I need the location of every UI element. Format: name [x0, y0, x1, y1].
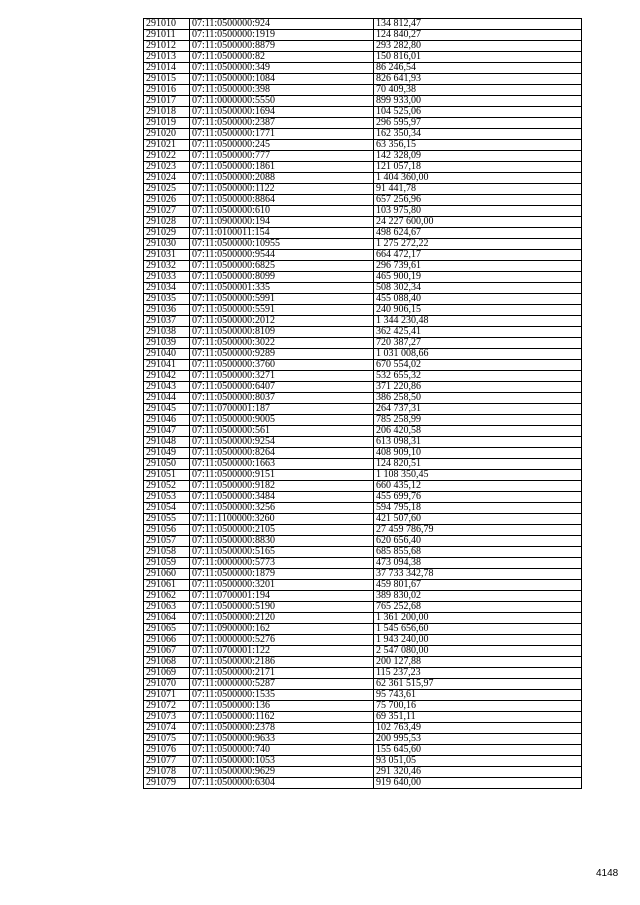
cadastral-value-cell: 765 252,68: [374, 602, 582, 613]
cadastral-number-cell: 07:11:0500000:3201: [190, 580, 374, 591]
row-number-cell: 291019: [144, 118, 190, 129]
cadastral-number-cell: 07:11:0500000:1771: [190, 129, 374, 140]
table-row: [144, 250, 582, 261]
cadastral-number-cell: 07:11:0500000:2088: [190, 173, 374, 184]
cadastral-number-cell: 07:11:0500000:349: [190, 63, 374, 74]
cadastral-value-cell: 455 699,76: [374, 492, 582, 503]
cadastral-value-cell: 613 098,31: [374, 437, 582, 448]
cadastral-number-cell: 07:11:0500000:1919: [190, 30, 374, 41]
cadastral-number-cell: 07:11:0000000:5287: [190, 679, 374, 690]
table-row: [144, 217, 582, 228]
row-number-cell: 291065: [144, 624, 190, 635]
table-row: [144, 569, 582, 580]
cadastral-value-cell: 421 507,60: [374, 514, 582, 525]
cadastral-value-cell: 465 900,19: [374, 272, 582, 283]
cadastral-value-cell: 63 356,15: [374, 140, 582, 151]
cadastral-value-cell: 826 641,93: [374, 74, 582, 85]
cadastral-value-cell: 1 943 240,00: [374, 635, 582, 646]
cadastral-number-cell: 07:11:0500000:398: [190, 85, 374, 96]
cadastral-value-cell: 264 737,31: [374, 404, 582, 415]
table-row: [144, 228, 582, 239]
cadastral-value-cell: 670 554,02: [374, 360, 582, 371]
table-row: [144, 294, 582, 305]
table-body: [144, 19, 582, 789]
table-row: [144, 646, 582, 657]
table-row: [144, 701, 582, 712]
cadastral-number-cell: 07:11:0500001:335: [190, 283, 374, 294]
cadastral-number-cell: 07:11:0500000:610: [190, 206, 374, 217]
cadastral-value-cell: 206 420,58: [374, 426, 582, 437]
cadastral-number-cell: 07:11:0500000:9182: [190, 481, 374, 492]
table-row: [144, 635, 582, 646]
row-number-cell: 291078: [144, 767, 190, 778]
cadastral-number-cell: 07:11:0700001:194: [190, 591, 374, 602]
cadastral-value-cell: 69 351,11: [374, 712, 582, 723]
cadastral-value-cell: 660 435,12: [374, 481, 582, 492]
row-number-cell: 291046: [144, 415, 190, 426]
cadastral-number-cell: 07:11:1100000:3260: [190, 514, 374, 525]
cadastral-value-cell: 296 595,97: [374, 118, 582, 129]
row-number-cell: 291074: [144, 723, 190, 734]
cadastral-value-cell: 200 995,53: [374, 734, 582, 745]
row-number-cell: 291061: [144, 580, 190, 591]
cadastral-value-cell: 532 655,32: [374, 371, 582, 382]
row-number-cell: 291044: [144, 393, 190, 404]
cadastral-value-cell: 104 525,06: [374, 107, 582, 118]
row-number-cell: 291039: [144, 338, 190, 349]
row-number-cell: 291025: [144, 184, 190, 195]
table-row: [144, 184, 582, 195]
table-row: [144, 580, 582, 591]
row-number-cell: 291055: [144, 514, 190, 525]
row-number-cell: 291037: [144, 316, 190, 327]
row-number-cell: 291036: [144, 305, 190, 316]
cadastral-number-cell: 07:11:0500000:2387: [190, 118, 374, 129]
table-row: [144, 437, 582, 448]
table-row: [144, 85, 582, 96]
cadastral-value-cell: 150 816,01: [374, 52, 582, 63]
cadastral-number-cell: 07:11:0500000:8099: [190, 272, 374, 283]
cadastral-value-cell: 785 258,99: [374, 415, 582, 426]
table-row: [144, 602, 582, 613]
cadastral-value-cell: 2 547 080,00: [374, 646, 582, 657]
cadastral-number-cell: 07:11:0500000:2120: [190, 613, 374, 624]
cadastral-number-cell: 07:11:0700001:122: [190, 646, 374, 657]
cadastral-number-cell: 07:11:0700001:187: [190, 404, 374, 415]
cadastral-number-cell: 07:11:0500000:6407: [190, 382, 374, 393]
table-row: [144, 30, 582, 41]
cadastral-number-cell: 07:11:0500000:136: [190, 701, 374, 712]
cadastral-number-cell: 07:11:0900000:162: [190, 624, 374, 635]
cadastral-value-cell: 121 057,18: [374, 162, 582, 173]
cadastral-number-cell: 07:11:0500000:9629: [190, 767, 374, 778]
row-number-cell: 291050: [144, 459, 190, 470]
row-number-cell: 291072: [144, 701, 190, 712]
cadastral-number-cell: 07:11:0500000:1861: [190, 162, 374, 173]
cadastral-value-cell: 1 404 360,00: [374, 173, 582, 184]
cadastral-number-cell: 07:11:0500000:2378: [190, 723, 374, 734]
cadastral-value-cell: 70 409,38: [374, 85, 582, 96]
cadastral-value-cell: 362 425,41: [374, 327, 582, 338]
row-number-cell: 291069: [144, 668, 190, 679]
cadastral-value-cell: 371 220,86: [374, 382, 582, 393]
table-row: [144, 96, 582, 107]
row-number-cell: 291052: [144, 481, 190, 492]
cadastral-value-cell: 408 909,10: [374, 448, 582, 459]
page-number: 4148: [596, 868, 619, 879]
cadastral-value-cell: 508 302,34: [374, 283, 582, 294]
cadastral-number-cell: 07:11:0500000:2012: [190, 316, 374, 327]
cadastral-number-cell: 07:11:0500000:3022: [190, 338, 374, 349]
table-row: [144, 382, 582, 393]
cadastral-value-cell: 124 820,51: [374, 459, 582, 470]
row-number-cell: 291073: [144, 712, 190, 723]
cadastral-number-cell: 07:11:0500000:1084: [190, 74, 374, 85]
row-number-cell: 291024: [144, 173, 190, 184]
cadastral-number-cell: 07:11:0500000:1694: [190, 107, 374, 118]
row-number-cell: 291033: [144, 272, 190, 283]
table-row: [144, 206, 582, 217]
row-number-cell: 291020: [144, 129, 190, 140]
cadastral-value-cell: 103 975,80: [374, 206, 582, 217]
table-row: [144, 756, 582, 767]
cadastral-number-cell: 07:11:0900000:194: [190, 217, 374, 228]
cadastral-value-cell: 240 906,15: [374, 305, 582, 316]
table-row: [144, 514, 582, 525]
row-number-cell: 291056: [144, 525, 190, 536]
row-number-cell: 291067: [144, 646, 190, 657]
cadastral-number-cell: 07:11:0500000:3256: [190, 503, 374, 514]
row-number-cell: 291070: [144, 679, 190, 690]
cadastral-number-cell: 07:11:0500000:8864: [190, 195, 374, 206]
cadastral-number-cell: 07:11:0500000:8879: [190, 41, 374, 52]
cadastral-number-cell: 07:11:0500000:8264: [190, 448, 374, 459]
cadastral-value-cell: 459 801,67: [374, 580, 582, 591]
cadastral-value-cell: 115 237,23: [374, 668, 582, 679]
cadastral-number-cell: 07:11:0500000:2171: [190, 668, 374, 679]
cadastral-number-cell: 07:11:0500000:1053: [190, 756, 374, 767]
row-number-cell: 291034: [144, 283, 190, 294]
cadastral-number-cell: 07:11:0500000:82: [190, 52, 374, 63]
row-number-cell: 291040: [144, 349, 190, 360]
row-number-cell: 291026: [144, 195, 190, 206]
cadastral-number-cell: 07:11:0500000:9151: [190, 470, 374, 481]
row-number-cell: 291051: [144, 470, 190, 481]
cadastral-number-cell: 07:11:0500000:9254: [190, 437, 374, 448]
row-number-cell: 291032: [144, 261, 190, 272]
table-row: [144, 173, 582, 184]
row-number-cell: 291058: [144, 547, 190, 558]
cadastral-value-cell: 155 645,60: [374, 745, 582, 756]
row-number-cell: 291023: [144, 162, 190, 173]
row-number-cell: 291035: [144, 294, 190, 305]
cadastral-value-cell: 134 812,47: [374, 19, 582, 30]
row-number-cell: 291063: [144, 602, 190, 613]
row-number-cell: 291022: [144, 151, 190, 162]
row-number-cell: 291013: [144, 52, 190, 63]
table-row: [144, 338, 582, 349]
cadastral-value-cell: 86 246,54: [374, 63, 582, 74]
row-number-cell: 291071: [144, 690, 190, 701]
table-row: [144, 679, 582, 690]
table-row: [144, 404, 582, 415]
row-number-cell: 291010: [144, 19, 190, 30]
table-row: [144, 63, 582, 74]
cadastral-number-cell: 07:11:0500000:8109: [190, 327, 374, 338]
cadastral-number-cell: 07:11:0500000:2186: [190, 657, 374, 668]
cadastral-value-cell: 664 472,17: [374, 250, 582, 261]
cadastral-value-cell: 473 094,38: [374, 558, 582, 569]
cadastral-number-cell: 07:11:0500000:561: [190, 426, 374, 437]
row-number-cell: 291031: [144, 250, 190, 261]
cadastral-number-cell: 07:11:0500000:5165: [190, 547, 374, 558]
cadastral-value-cell: 657 256,96: [374, 195, 582, 206]
cadastral-number-cell: 07:11:0100011:154: [190, 228, 374, 239]
cadastral-number-cell: 07:11:0500000:924: [190, 19, 374, 30]
table-row: [144, 426, 582, 437]
table-row: [144, 778, 582, 789]
cadastral-number-cell: 07:11:0500000:1535: [190, 690, 374, 701]
row-number-cell: 291027: [144, 206, 190, 217]
cadastral-value-cell: 1 108 350,45: [374, 470, 582, 481]
row-number-cell: 291029: [144, 228, 190, 239]
row-number-cell: 291030: [144, 239, 190, 250]
cadastral-value-cell: 498 624,67: [374, 228, 582, 239]
row-number-cell: 291076: [144, 745, 190, 756]
row-number-cell: 291053: [144, 492, 190, 503]
row-number-cell: 291064: [144, 613, 190, 624]
table-row: [144, 140, 582, 151]
row-number-cell: 291042: [144, 371, 190, 382]
table-row: [144, 371, 582, 382]
row-number-cell: 291045: [144, 404, 190, 415]
table-row: [144, 316, 582, 327]
cadastral-value-cell: 594 795,18: [374, 503, 582, 514]
cadastral-value-cell: 62 361 515,97: [374, 679, 582, 690]
table-row: [144, 668, 582, 679]
cadastral-value-cell: 95 743,61: [374, 690, 582, 701]
table-row: [144, 690, 582, 701]
cadastral-value-cell: 1 361 200,00: [374, 613, 582, 624]
row-number-cell: 291043: [144, 382, 190, 393]
table-row: [144, 283, 582, 294]
cadastral-number-cell: 07:11:0000000:5276: [190, 635, 374, 646]
cadastral-value-cell: 27 459 786,79: [374, 525, 582, 536]
table-row: [144, 19, 582, 30]
table-row: [144, 239, 582, 250]
row-number-cell: 291079: [144, 778, 190, 789]
table-row: [144, 360, 582, 371]
row-number-cell: 291041: [144, 360, 190, 371]
cadastral-value-cell: 142 328,09: [374, 151, 582, 162]
row-number-cell: 291047: [144, 426, 190, 437]
table-row: [144, 415, 582, 426]
row-number-cell: 291012: [144, 41, 190, 52]
table-row: [144, 591, 582, 602]
cadastral-value-cell: 37 733 342,78: [374, 569, 582, 580]
table-row: [144, 52, 582, 63]
row-number-cell: 291059: [144, 558, 190, 569]
table-row: [144, 767, 582, 778]
table-row: [144, 305, 582, 316]
cadastral-number-cell: 07:11:0500000:9005: [190, 415, 374, 426]
cadastral-number-cell: 07:11:0500000:3271: [190, 371, 374, 382]
cadastral-number-cell: 07:11:0500000:1879: [190, 569, 374, 580]
table-row: [144, 745, 582, 756]
row-number-cell: 291017: [144, 96, 190, 107]
table-row: [144, 459, 582, 470]
row-number-cell: 291018: [144, 107, 190, 118]
table-row: [144, 107, 582, 118]
table-row: [144, 492, 582, 503]
table-row: [144, 261, 582, 272]
cadastral-value-cell: 124 840,27: [374, 30, 582, 41]
row-number-cell: 291062: [144, 591, 190, 602]
cadastral-number-cell: 07:11:0500000:1663: [190, 459, 374, 470]
table-row: [144, 525, 582, 536]
cadastral-number-cell: 07:11:0500000:8037: [190, 393, 374, 404]
table-row: [144, 470, 582, 481]
cadastral-number-cell: 07:11:0500000:2105: [190, 525, 374, 536]
cadastral-number-cell: 07:11:0500000:8830: [190, 536, 374, 547]
cadastral-value-cell: 91 441,78: [374, 184, 582, 195]
table-row: [144, 624, 582, 635]
table-row: [144, 547, 582, 558]
table-row: [144, 712, 582, 723]
cadastral-value-cell: 685 855,68: [374, 547, 582, 558]
cadastral-number-cell: 07:11:0500000:1122: [190, 184, 374, 195]
cadastral-value-cell: 389 830,02: [374, 591, 582, 602]
row-number-cell: 291066: [144, 635, 190, 646]
cadastral-number-cell: 07:11:0500000:777: [190, 151, 374, 162]
table-row: [144, 723, 582, 734]
table-row: [144, 129, 582, 140]
cadastral-value-cell: 93 051,05: [374, 756, 582, 767]
table-row: [144, 151, 582, 162]
row-number-cell: 291077: [144, 756, 190, 767]
row-number-cell: 291038: [144, 327, 190, 338]
cadastral-number-cell: 07:11:0500000:9289: [190, 349, 374, 360]
cadastral-value-cell: 899 933,00: [374, 96, 582, 107]
cadastral-number-cell: 07:11:0500000:5190: [190, 602, 374, 613]
cadastral-number-cell: 07:11:0500000:5991: [190, 294, 374, 305]
cadastral-value-cell: 24 227 600,00: [374, 217, 582, 228]
cadastral-value-cell: 620 656,40: [374, 536, 582, 547]
table-row: [144, 272, 582, 283]
row-number-cell: 291075: [144, 734, 190, 745]
cadastral-value-cell: 291 320,46: [374, 767, 582, 778]
table-row: [144, 162, 582, 173]
cadastral-value-table: [143, 18, 582, 789]
cadastral-number-cell: 07:11:0500000:6304: [190, 778, 374, 789]
table-row: [144, 613, 582, 624]
table-row: [144, 74, 582, 85]
cadastral-value-cell: 162 350,34: [374, 129, 582, 140]
table-row: [144, 481, 582, 492]
cadastral-value-cell: 102 763,49: [374, 723, 582, 734]
table-row: [144, 503, 582, 514]
cadastral-value-cell: 296 739,61: [374, 261, 582, 272]
cadastral-value-cell: 200 127,88: [374, 657, 582, 668]
row-number-cell: 291068: [144, 657, 190, 668]
cadastral-number-cell: 07:11:0500000:10955: [190, 239, 374, 250]
cadastral-value-cell: 1 275 272,22: [374, 239, 582, 250]
table-row: [144, 41, 582, 52]
cadastral-number-cell: 07:11:0500000:9544: [190, 250, 374, 261]
cadastral-number-cell: 07:11:0000000:5773: [190, 558, 374, 569]
row-number-cell: 291060: [144, 569, 190, 580]
cadastral-value-cell: 455 088,40: [374, 294, 582, 305]
cadastral-value-cell: 1 344 230,48: [374, 316, 582, 327]
row-number-cell: 291057: [144, 536, 190, 547]
row-number-cell: 291048: [144, 437, 190, 448]
cadastral-number-cell: 07:11:0000000:5550: [190, 96, 374, 107]
cadastral-number-cell: 07:11:0500000:5591: [190, 305, 374, 316]
row-number-cell: 291011: [144, 30, 190, 41]
row-number-cell: 291021: [144, 140, 190, 151]
cadastral-value-cell: 720 387,27: [374, 338, 582, 349]
row-number-cell: 291014: [144, 63, 190, 74]
cadastral-value-cell: 919 640,00: [374, 778, 582, 789]
cadastral-number-cell: 07:11:0500000:3760: [190, 360, 374, 371]
row-number-cell: 291049: [144, 448, 190, 459]
table-row: [144, 734, 582, 745]
table-row: [144, 657, 582, 668]
table-row: [144, 327, 582, 338]
table-row: [144, 558, 582, 569]
table-row: [144, 393, 582, 404]
cadastral-value-cell: 293 282,80: [374, 41, 582, 52]
row-number-cell: 291054: [144, 503, 190, 514]
cadastral-number-cell: 07:11:0500000:740: [190, 745, 374, 756]
table-row: [144, 349, 582, 360]
cadastral-value-cell: 1 031 008,66: [374, 349, 582, 360]
table-row: [144, 118, 582, 129]
cadastral-number-cell: 07:11:0500000:6825: [190, 261, 374, 272]
cadastral-number-cell: 07:11:0500000:1162: [190, 712, 374, 723]
cadastral-number-cell: 07:11:0500000:245: [190, 140, 374, 151]
cadastral-value-cell: 1 545 656,60: [374, 624, 582, 635]
cadastral-number-cell: 07:11:0500000:9633: [190, 734, 374, 745]
cadastral-number-cell: 07:11:0500000:3484: [190, 492, 374, 503]
row-number-cell: 291016: [144, 85, 190, 96]
table-row: [144, 195, 582, 206]
cadastral-value-cell: 386 258,50: [374, 393, 582, 404]
row-number-cell: 291015: [144, 74, 190, 85]
table-row: [144, 448, 582, 459]
row-number-cell: 291028: [144, 217, 190, 228]
cadastral-value-cell: 75 700,16: [374, 701, 582, 712]
table-row: [144, 536, 582, 547]
